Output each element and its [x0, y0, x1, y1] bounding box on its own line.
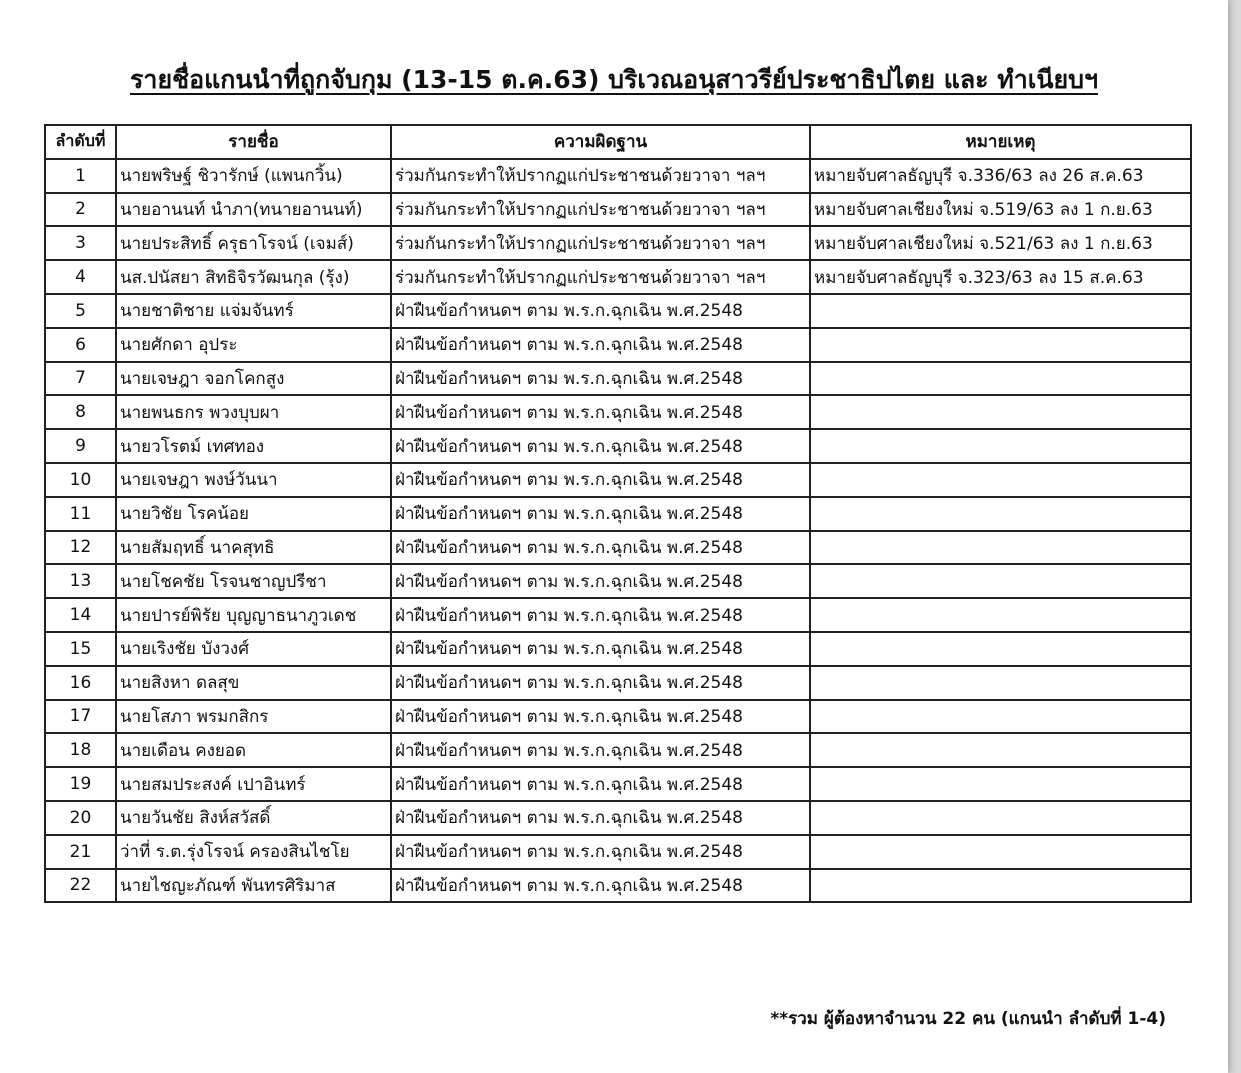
cell-no: 10	[45, 463, 116, 497]
cell-charge: ร่วมกันกระทำให้ปรากฏแก่ประชาชนด้วยวาจา ฯลฯ	[391, 159, 810, 193]
cell-no: 4	[45, 260, 116, 294]
cell-charge: ฝ่าฝืนข้อกำหนดฯ ตาม พ.ร.ก.ฉุกเฉิน พ.ศ.2548	[391, 362, 810, 396]
cell-name: นส.ปนัสยา สิทธิจิรวัฒนกุล (รุ้ง)	[116, 260, 391, 294]
table-row	[45, 801, 1191, 835]
cell-name: ว่าที่ ร.ต.รุ่งโรจน์ ครองสินไชโย	[116, 835, 391, 869]
cell-no: 11	[45, 497, 116, 531]
cell-note: หมายจับศาลธัญบุรี จ.336/63 ลง 26 ส.ค.63	[810, 159, 1191, 193]
cell-note: หมายจับศาลธัญบุรี จ.323/63 ลง 15 ส.ค.63	[810, 260, 1191, 294]
cell-charge: ฝ่าฝืนข้อกำหนดฯ ตาม พ.ร.ก.ฉุกเฉิน พ.ศ.2548	[391, 497, 810, 531]
table-row	[45, 260, 1191, 294]
cell-note	[810, 531, 1191, 565]
cell-name: นายไชญะภัณฑ์ พันทรศิริมาส	[116, 869, 391, 903]
cell-charge: ฝ่าฝืนข้อกำหนดฯ ตาม พ.ร.ก.ฉุกเฉิน พ.ศ.2548	[391, 733, 810, 767]
cell-no: 8	[45, 395, 116, 429]
cell-note	[810, 328, 1191, 362]
table-row	[45, 395, 1191, 429]
cell-charge: ฝ่าฝืนข้อกำหนดฯ ตาม พ.ร.ก.ฉุกเฉิน พ.ศ.2548	[391, 598, 810, 632]
cell-name: นายสิงหา ดลสุข	[116, 666, 391, 700]
table-row	[45, 733, 1191, 767]
cell-name: นายสมประสงค์ เปาอินทร์	[116, 767, 391, 801]
cell-no: 17	[45, 700, 116, 734]
cell-note	[810, 598, 1191, 632]
cell-name: นายวันชัย สิงห์สวัสดิ์	[116, 801, 391, 835]
cell-charge: ฝ่าฝืนข้อกำหนดฯ ตาม พ.ร.ก.ฉุกเฉิน พ.ศ.2548	[391, 328, 810, 362]
cell-note	[810, 632, 1191, 666]
cell-no: 21	[45, 835, 116, 869]
cell-note	[810, 294, 1191, 328]
cell-charge: ฝ่าฝืนข้อกำหนดฯ ตาม พ.ร.ก.ฉุกเฉิน พ.ศ.2548	[391, 395, 810, 429]
cell-no: 12	[45, 531, 116, 565]
cell-no: 16	[45, 666, 116, 700]
cell-no: 22	[45, 869, 116, 903]
table-row	[45, 362, 1191, 396]
table-row	[45, 193, 1191, 227]
cell-note: หมายจับศาลเชียงใหม่ จ.519/63 ลง 1 ก.ย.63	[810, 193, 1191, 227]
table-row	[45, 294, 1191, 328]
table-row	[45, 463, 1191, 497]
cell-charge: ฝ่าฝืนข้อกำหนดฯ ตาม พ.ร.ก.ฉุกเฉิน พ.ศ.2548	[391, 666, 810, 700]
cell-charge: ร่วมกันกระทำให้ปรากฏแก่ประชาชนด้วยวาจา ฯลฯ	[391, 226, 810, 260]
cell-note	[810, 463, 1191, 497]
cell-charge: ฝ่าฝืนข้อกำหนดฯ ตาม พ.ร.ก.ฉุกเฉิน พ.ศ.2548	[391, 632, 810, 666]
cell-name: นายอานนท์ นำภา(ทนายอานนท์)	[116, 193, 391, 227]
arrest-table	[44, 124, 1192, 903]
cell-note	[810, 835, 1191, 869]
cell-no: 19	[45, 767, 116, 801]
table-row	[45, 666, 1191, 700]
cell-charge: ร่วมกันกระทำให้ปรากฏแก่ประชาชนด้วยวาจา ฯลฯ	[391, 260, 810, 294]
cell-note	[810, 666, 1191, 700]
table-row	[45, 159, 1191, 193]
cell-no: 18	[45, 733, 116, 767]
cell-name: นายประสิทธิ์ ครุธาโรจน์ (เจมส์)	[116, 226, 391, 260]
cell-note	[810, 700, 1191, 734]
cell-name: นายโสภา พรมกสิกร	[116, 700, 391, 734]
cell-name: นายเจษฎา จอกโคกสูง	[116, 362, 391, 396]
cell-no: 2	[45, 193, 116, 227]
table-row	[45, 226, 1191, 260]
cell-note	[810, 733, 1191, 767]
cell-name: นายสัมฤทธิ์ นาคสุทธิ	[116, 531, 391, 565]
cell-name: นายชาติชาย แจ่มจันทร์	[116, 294, 391, 328]
table-row	[45, 328, 1191, 362]
cell-no: 14	[45, 598, 116, 632]
cell-note	[810, 767, 1191, 801]
header-charge: ความผิดฐาน	[391, 125, 810, 159]
table-row	[45, 429, 1191, 463]
cell-charge: ฝ่าฝืนข้อกำหนดฯ ตาม พ.ร.ก.ฉุกเฉิน พ.ศ.2548	[391, 869, 810, 903]
cell-no: 7	[45, 362, 116, 396]
cell-no: 15	[45, 632, 116, 666]
table-row	[45, 767, 1191, 801]
cell-no: 13	[45, 564, 116, 598]
cell-name: นายเริงชัย บังวงศ์	[116, 632, 391, 666]
cell-note	[810, 801, 1191, 835]
cell-no: 20	[45, 801, 116, 835]
cell-charge: ฝ่าฝืนข้อกำหนดฯ ตาม พ.ร.ก.ฉุกเฉิน พ.ศ.2548	[391, 463, 810, 497]
table-row	[45, 497, 1191, 531]
header-name: รายชื่อ	[116, 125, 391, 159]
cell-charge: ฝ่าฝืนข้อกำหนดฯ ตาม พ.ร.ก.ฉุกเฉิน พ.ศ.2548	[391, 294, 810, 328]
cell-name: นายศักดา อุประ	[116, 328, 391, 362]
cell-name: นายเดือน คงยอด	[116, 733, 391, 767]
table-header-row	[45, 125, 1191, 159]
cell-name: นายพริษฐ์ ชิวารักษ์ (แพนกวิ้น)	[116, 159, 391, 193]
table-row	[45, 700, 1191, 734]
table-row	[45, 598, 1191, 632]
table-body	[45, 159, 1191, 903]
cell-no: 3	[45, 226, 116, 260]
cell-note	[810, 362, 1191, 396]
cell-name: นายวิชัย โรคน้อย	[116, 497, 391, 531]
header-no: ลำดับที่	[45, 125, 116, 159]
footnote-total: **รวม ผู้ต้องหาจำนวน 22 คน (แกนนำ ลำดับที่ 1-4)	[770, 1009, 1166, 1029]
cell-note	[810, 564, 1191, 598]
cell-note	[810, 395, 1191, 429]
cell-name: นายพนธกร พวงบุบผา	[116, 395, 391, 429]
cell-charge: ร่วมกันกระทำให้ปรากฏแก่ประชาชนด้วยวาจา ฯลฯ	[391, 193, 810, 227]
cell-charge: ฝ่าฝืนข้อกำหนดฯ ตาม พ.ร.ก.ฉุกเฉิน พ.ศ.2548	[391, 767, 810, 801]
table-row	[45, 632, 1191, 666]
cell-charge: ฝ่าฝืนข้อกำหนดฯ ตาม พ.ร.ก.ฉุกเฉิน พ.ศ.2548	[391, 429, 810, 463]
cell-note	[810, 429, 1191, 463]
cell-note	[810, 497, 1191, 531]
cell-no: 5	[45, 294, 116, 328]
cell-name: นายวโรตม์ เทศทอง	[116, 429, 391, 463]
cell-no: 9	[45, 429, 116, 463]
table-row	[45, 564, 1191, 598]
document-title: รายชื่อแกนนำที่ถูกจับกุม (13-15 ต.ค.63) บริเวณอนุสาวรีย์ประชาธิปไตย และ ทำเนียบฯ	[130, 65, 1098, 94]
cell-charge: ฝ่าฝืนข้อกำหนดฯ ตาม พ.ร.ก.ฉุกเฉิน พ.ศ.2548	[391, 531, 810, 565]
cell-note	[810, 869, 1191, 903]
cell-name: นายเจษฎา พงษ์วันนา	[116, 463, 391, 497]
header-note: หมายเหตุ	[810, 125, 1191, 159]
cell-charge: ฝ่าฝืนข้อกำหนดฯ ตาม พ.ร.ก.ฉุกเฉิน พ.ศ.2548	[391, 700, 810, 734]
table-row	[45, 835, 1191, 869]
table-row	[45, 869, 1191, 903]
cell-name: นายโชคชัย โรจนชาญปรีชา	[116, 564, 391, 598]
cell-charge: ฝ่าฝืนข้อกำหนดฯ ตาม พ.ร.ก.ฉุกเฉิน พ.ศ.2548	[391, 564, 810, 598]
cell-note: หมายจับศาลเชียงใหม่ จ.521/63 ลง 1 ก.ย.63	[810, 226, 1191, 260]
cell-charge: ฝ่าฝืนข้อกำหนดฯ ตาม พ.ร.ก.ฉุกเฉิน พ.ศ.2548	[391, 835, 810, 869]
table-row	[45, 531, 1191, 565]
cell-no: 6	[45, 328, 116, 362]
cell-charge: ฝ่าฝืนข้อกำหนดฯ ตาม พ.ร.ก.ฉุกเฉิน พ.ศ.2548	[391, 801, 810, 835]
cell-no: 1	[45, 159, 116, 193]
cell-name: นายปารย์พิรัย บุญญาธนาภูวเดช	[116, 598, 391, 632]
